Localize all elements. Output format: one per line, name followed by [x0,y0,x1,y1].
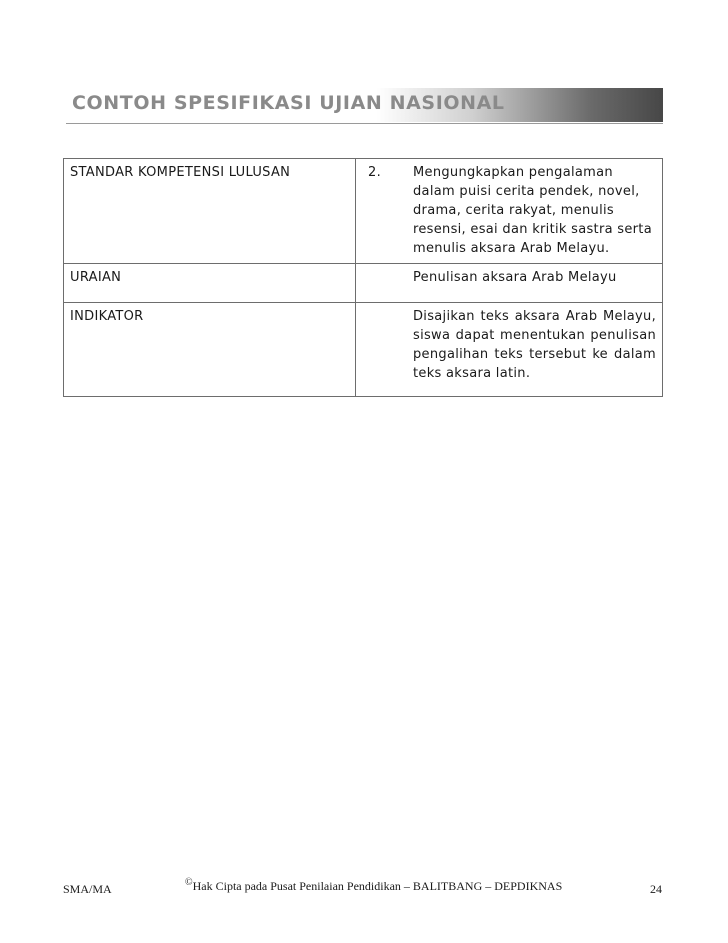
row-label: STANDAR KOMPETENSI LULUSAN [64,159,356,264]
row-label: URAIAN [64,264,356,303]
table-row [64,264,663,303]
table-row [64,159,663,264]
page-number: 24 [650,882,662,896]
row-text: Disajikan teks aksara Arab Melayu, siswa dapat menentukan penulisan pengalihan teks tersebut ke dalam teks aksara latin. [413,303,663,397]
copyright-icon: © [185,877,193,888]
header-divider [66,123,663,124]
footer-school-level: SMA/MA [63,882,112,896]
table-row [64,303,663,397]
specification-table [63,158,663,397]
footer-copyright [185,879,562,894]
row-number: 2. [356,159,414,264]
row-text: Penulisan aksara Arab Melayu [413,264,663,303]
row-number [356,264,414,303]
page-title: CONTOH SPESIFIKASI UJIAN NASIONAL [72,92,505,114]
footer-copyright-text: Hak Cipta pada Pusat Penilaian Pendidikan – BALITBANG – DEPDIKNAS [192,879,563,893]
row-number [356,303,414,397]
row-label: INDIKATOR [64,303,356,397]
row-text: Mengungkapkan pengalaman dalam puisi cerita pendek, novel, drama, cerita rakyat, menulis resensi, esai dan kritik sastra serta menulis aksara Arab Melayu. [413,159,663,264]
